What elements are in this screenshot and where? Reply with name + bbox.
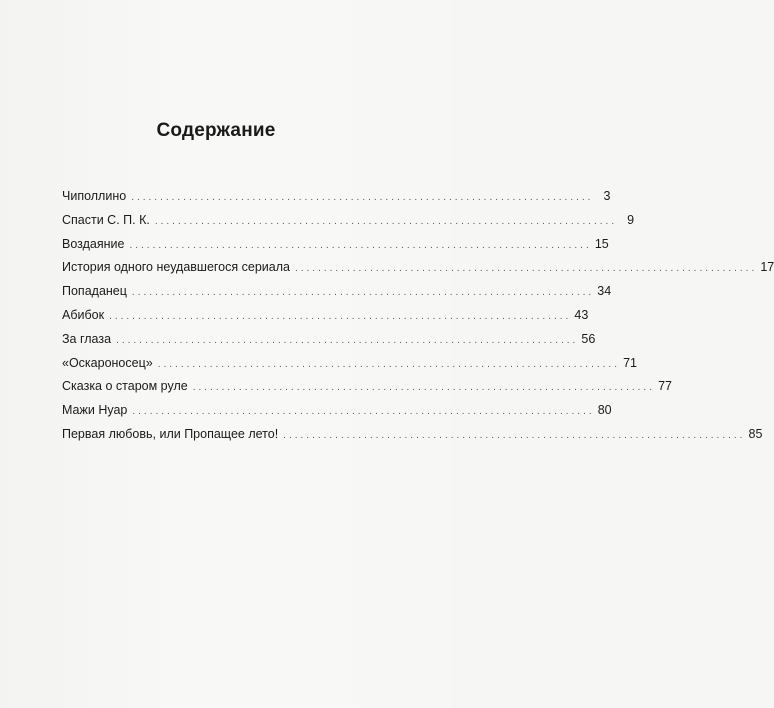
- toc-entry: [62, 375, 672, 399]
- toc-entry-title: Первая любовь, или Пропащее лето!: [62, 426, 279, 441]
- toc-leader-dots: ................................................................................: [109, 310, 572, 322]
- toc-entry-title: «Оскароносец»: [62, 355, 153, 370]
- toc-entry: [62, 209, 635, 233]
- toc-leader-dots: ................................................................................: [192, 382, 655, 394]
- toc-entry-page: 56: [581, 331, 596, 346]
- toc-entry-page: 15: [594, 236, 609, 251]
- toc-entry-page: 43: [574, 307, 589, 322]
- toc-entry: [62, 280, 612, 304]
- toc-entry: [62, 185, 611, 209]
- toc-entry: [62, 399, 612, 423]
- toc-entry-title: Чиполлино: [62, 189, 127, 203]
- toc-entry: [62, 256, 774, 280]
- toc-entry-title: Попаданец: [62, 284, 127, 299]
- toc-entry-title: Спасти С. П. К.: [62, 212, 150, 227]
- toc-leader-dots: ................................................................................: [154, 215, 618, 227]
- toc-entry-page: 3: [603, 189, 611, 203]
- toc-leader-dots: ................................................................................: [157, 358, 620, 370]
- toc-entry: [62, 233, 609, 257]
- toc-leader-dots: ................................................................................: [131, 287, 595, 299]
- toc-entry: [62, 423, 763, 447]
- toc-entry: [62, 352, 637, 376]
- toc-entry-page: 71: [623, 355, 637, 370]
- toc-leader-dots: ................................................................................: [129, 239, 592, 251]
- toc-entry-title: За глаза: [62, 331, 112, 346]
- toc-entry-page: 85: [748, 426, 763, 441]
- toc-entry-title: Воздаяние: [62, 236, 125, 251]
- toc-entry-title: Мажи Нуар: [62, 403, 128, 418]
- toc-entry-page: 77: [658, 379, 672, 394]
- page-title: Содержание: [156, 120, 276, 141]
- toc-leader-dots: ................................................................................: [132, 406, 595, 418]
- toc-entry: [62, 328, 596, 352]
- toc-leader-dots: ................................................................................: [294, 263, 758, 275]
- toc-leader-dots: ................................................................................: [116, 334, 579, 346]
- toc-entry-title: Абибок: [62, 307, 105, 322]
- toc-leader-dots: ................................................................................: [283, 429, 746, 441]
- toc-entry-page: 17: [760, 260, 774, 275]
- toc-entry-title: История одного неудавшегося сериала: [62, 260, 290, 275]
- toc-entry-page: 34: [597, 284, 612, 299]
- toc-entry-page: 9: [627, 212, 635, 227]
- toc-entry-page: 80: [597, 403, 612, 418]
- toc-entry: [62, 304, 589, 328]
- table-of-contents: [62, 185, 774, 447]
- toc-entry-title: Сказка о старом руле: [62, 379, 188, 394]
- toc-leader-dots: ................................................................................: [131, 192, 594, 203]
